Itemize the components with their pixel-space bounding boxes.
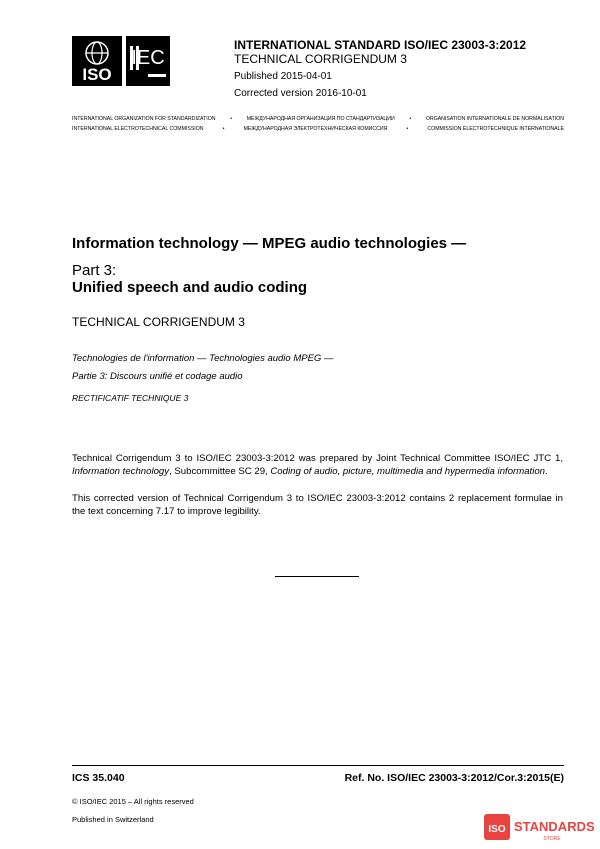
corrigendum-label: TECHNICAL CORRIGENDUM 3 [72, 315, 245, 329]
organizations-row-1 [72, 116, 564, 122]
iso-logo-text: ISO [82, 65, 112, 84]
standard-title: INTERNATIONAL STANDARD ISO/IEC 23003-3:2012 [234, 38, 527, 52]
french-title: Technologies de l'information — Technologies audio MPEG — [72, 353, 334, 364]
org-iec-ru: МЕЖДУНАРОДНАЯ ЭЛЕКТРОТЕХНИЧЕСКАЯ КОМИССИЯ [243, 126, 388, 132]
iso-standards-store-watermark [484, 812, 594, 844]
part-number: Part 3: [72, 262, 117, 279]
store-sub: STORE [543, 836, 561, 842]
p1-text-c: , Subcommittee SC 29, [169, 465, 271, 477]
org-iec-fr: COMMISSION ÉLECTROTECHNIQUE INTERNATIONALE [427, 126, 564, 132]
p1-text-a: Technical Corrigendum 3 to ISO/IEC 23003-3:2012 was prepared by Joint Technical Committee ISO/IEC JTC 1, [72, 453, 563, 464]
store-badge-text: ISO [488, 824, 506, 835]
separator-bullet: • [409, 116, 412, 122]
reference-number: Ref. No. ISO/IEC 23003-3:2012/Cor.3:2015(E) [344, 772, 564, 784]
separator-bullet: • [230, 116, 233, 122]
french-corrigendum-label: RECTIFICATIF TECHNIQUE 3 [72, 393, 189, 403]
document-title: Information technology — MPEG audio technologies — [72, 235, 467, 252]
corrected-version-paragraph: This corrected version of Technical Corrigendum 3 to ISO/IEC 23003-3:2012 contains 2 replacement formulae in the text concerning 7.17 to improve legibility. [72, 493, 563, 517]
p1-subcommittee-title: Coding of audio, picture, multimedia and hypermedia information [270, 465, 546, 477]
p1-committee-title: Information technology [72, 465, 170, 477]
published-date: Published 2015-04-01 [234, 71, 332, 82]
footer-rule [72, 765, 564, 766]
org-iec-en: INTERNATIONAL ELECTROTECHNICAL COMMISSION [72, 126, 204, 132]
part-title: Unified speech and audio coding [72, 279, 308, 296]
end-rule [275, 576, 359, 577]
separator-bullet: • [406, 126, 409, 132]
iec-logo [126, 36, 170, 86]
ics-code: ICS 35.040 [72, 772, 125, 784]
header-corrigendum: TECHNICAL CORRIGENDUM 3 [234, 52, 407, 66]
preparation-paragraph [72, 453, 563, 478]
iec-logo-text: IEC [131, 47, 165, 69]
copyright-notice: © ISO/IEC 2015 – All rights reserved [72, 797, 194, 806]
corrected-version-date: Corrected version 2016-10-01 [234, 88, 367, 99]
org-iso-fr: ORGANISATION INTERNATIONALE DE NORMALISATION [425, 116, 564, 122]
org-iso-ru: МЕЖДУНАРОДНАЯ ОРГАНИЗАЦИЯ ПО СТАНДАРТИЗАЦИИ [246, 116, 395, 122]
organizations-row-2 [72, 126, 564, 132]
published-in: Published in Switzerland [72, 815, 154, 824]
org-iso-en: INTERNATIONAL ORGANIZATION FOR STANDARDIZATION [72, 116, 216, 122]
separator-bullet: • [222, 126, 225, 132]
store-name: STANDARDS [514, 819, 594, 834]
p1-text-e: . [545, 465, 548, 477]
french-part-title: Partie 3: Discours unifié et codage audio [72, 371, 243, 382]
iso-logo [72, 36, 122, 86]
